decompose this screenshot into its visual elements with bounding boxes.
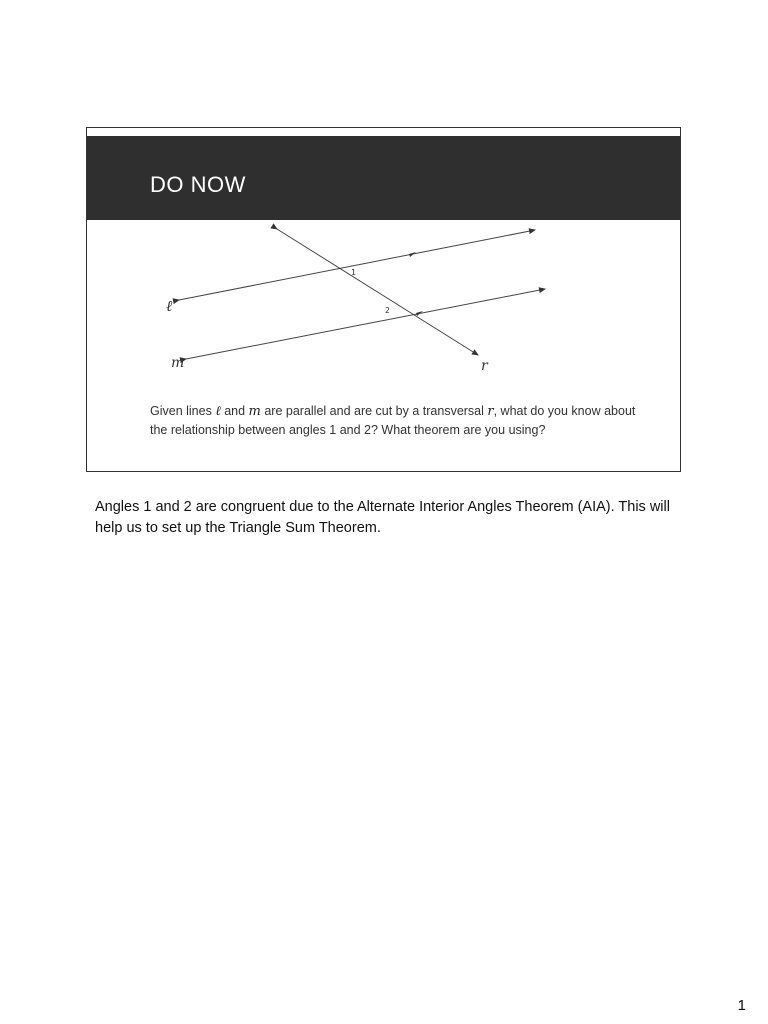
variable-r: r [487, 404, 494, 419]
question-part-3: are parallel and are cut by a transversal [260, 404, 488, 418]
question-part-4: , what do you know about the relationship between angles 1 and 2? What theorem are you using? [150, 404, 636, 437]
line-l [179, 230, 535, 300]
line-label-r: r [481, 358, 488, 374]
question-text [150, 402, 650, 439]
angle-label-1: 1 [351, 268, 356, 277]
page-number: 1 [737, 997, 746, 1014]
angle-label-2: 2 [385, 306, 390, 315]
line-label-l: ℓ [166, 297, 173, 315]
question-part-1: Given lines [150, 404, 216, 418]
variable-m: m [248, 404, 261, 419]
line-m [186, 289, 545, 359]
transversal-r [277, 229, 478, 355]
parallel-mark-l [409, 252, 416, 257]
question-part-2: and [220, 404, 249, 418]
slide-title: DO NOW [150, 172, 246, 197]
variable-l: ℓ [215, 404, 221, 419]
line-label-m: m [171, 355, 185, 371]
slide [86, 127, 681, 472]
answer-text: Angles 1 and 2 are congruent due to the Alternate Interior Angles Theorem (AIA). This will help us to set up the Triangle Sum Theorem. [95, 499, 670, 536]
